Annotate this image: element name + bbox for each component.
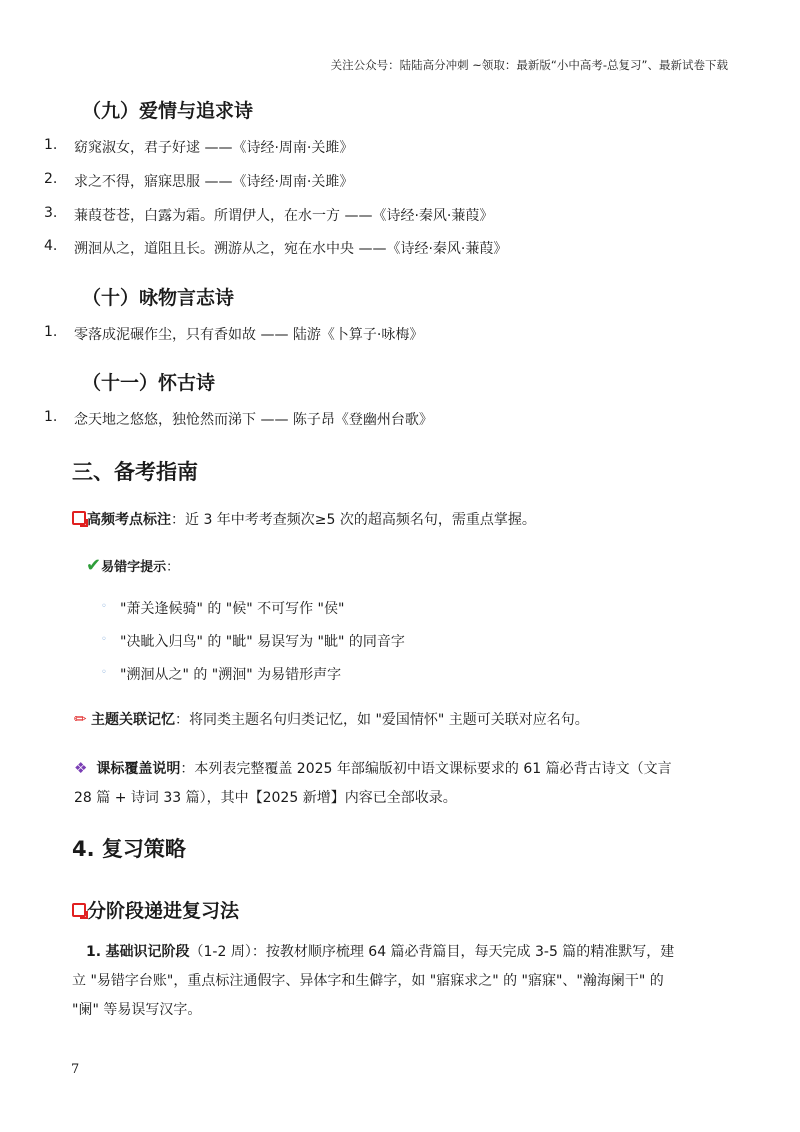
circle-bullet-icon: ◦: [101, 601, 107, 612]
circle-bullet-icon: ◦: [101, 667, 107, 678]
coverage-note: ❖ 课标覆盖说明：本列表完整覆盖 2025 年部编版初中语文课标要求的 61 篇必背古诗文（文言 28 篇 + 诗词 33 篇），其中【2025 新增】内容已全部收录。: [74, 759, 672, 806]
typo-item: "溯洄从之" 的 "溯洄" 为易错形声字: [120, 667, 342, 683]
freq-note: 高频考点标注：近 3 年中考考查频次≥5 次的超高频名句，需重点掌握。: [72, 509, 536, 529]
page-number: 7: [71, 1062, 80, 1077]
typo-heading: ✔易错字提示：: [86, 555, 180, 576]
guide-title: 三、备考指南: [72, 460, 198, 484]
red-square-icon: [72, 511, 86, 525]
red-square-icon: [72, 903, 86, 917]
strategy-subtitle: 分阶段递进复习法: [72, 896, 239, 923]
diamond-icon: ❖: [74, 759, 88, 777]
section-title-object: （十）咏物言志诗: [82, 287, 235, 309]
check-icon: ✔: [86, 555, 102, 576]
section-title-love: （九）爱情与追求诗: [82, 100, 254, 122]
section-title-history: （十一）怀古诗: [82, 372, 216, 394]
typo-item: "萧关逢候骑" 的 "候" 不可写作 "侯": [120, 601, 345, 617]
strategy-step: 1. 基础识记阶段（1-2 周）：按教材顺序梳理 64 篇必背篇目，每天完成 3-5 篇的精准默写，建 立 "易错字台账"，重点标注通假字、异体字和生僻字，如 "寤寐求之" 的 "寤寐"、"瀚海阑干" 的 "阑" 等易误写汉字。: [72, 944, 675, 1018]
theme-note: ✏ 主题关联记忆：将同类主题名句归类记忆，如 "爱国情怀" 主题可关联对应名句。: [74, 710, 589, 728]
circle-bullet-icon: ◦: [101, 634, 107, 645]
pencil-icon: ✏: [74, 710, 87, 728]
typo-item: "决眦入归鸟" 的 "眦" 易误写为 "眦" 的同音字: [120, 634, 405, 650]
strategy-title: 4. 复习策略: [72, 837, 186, 861]
page-header: 关注公众号：陆陆高分冲刺 ~领取：最新版“小中高考-总复习”、最新试卷下载: [330, 58, 728, 72]
